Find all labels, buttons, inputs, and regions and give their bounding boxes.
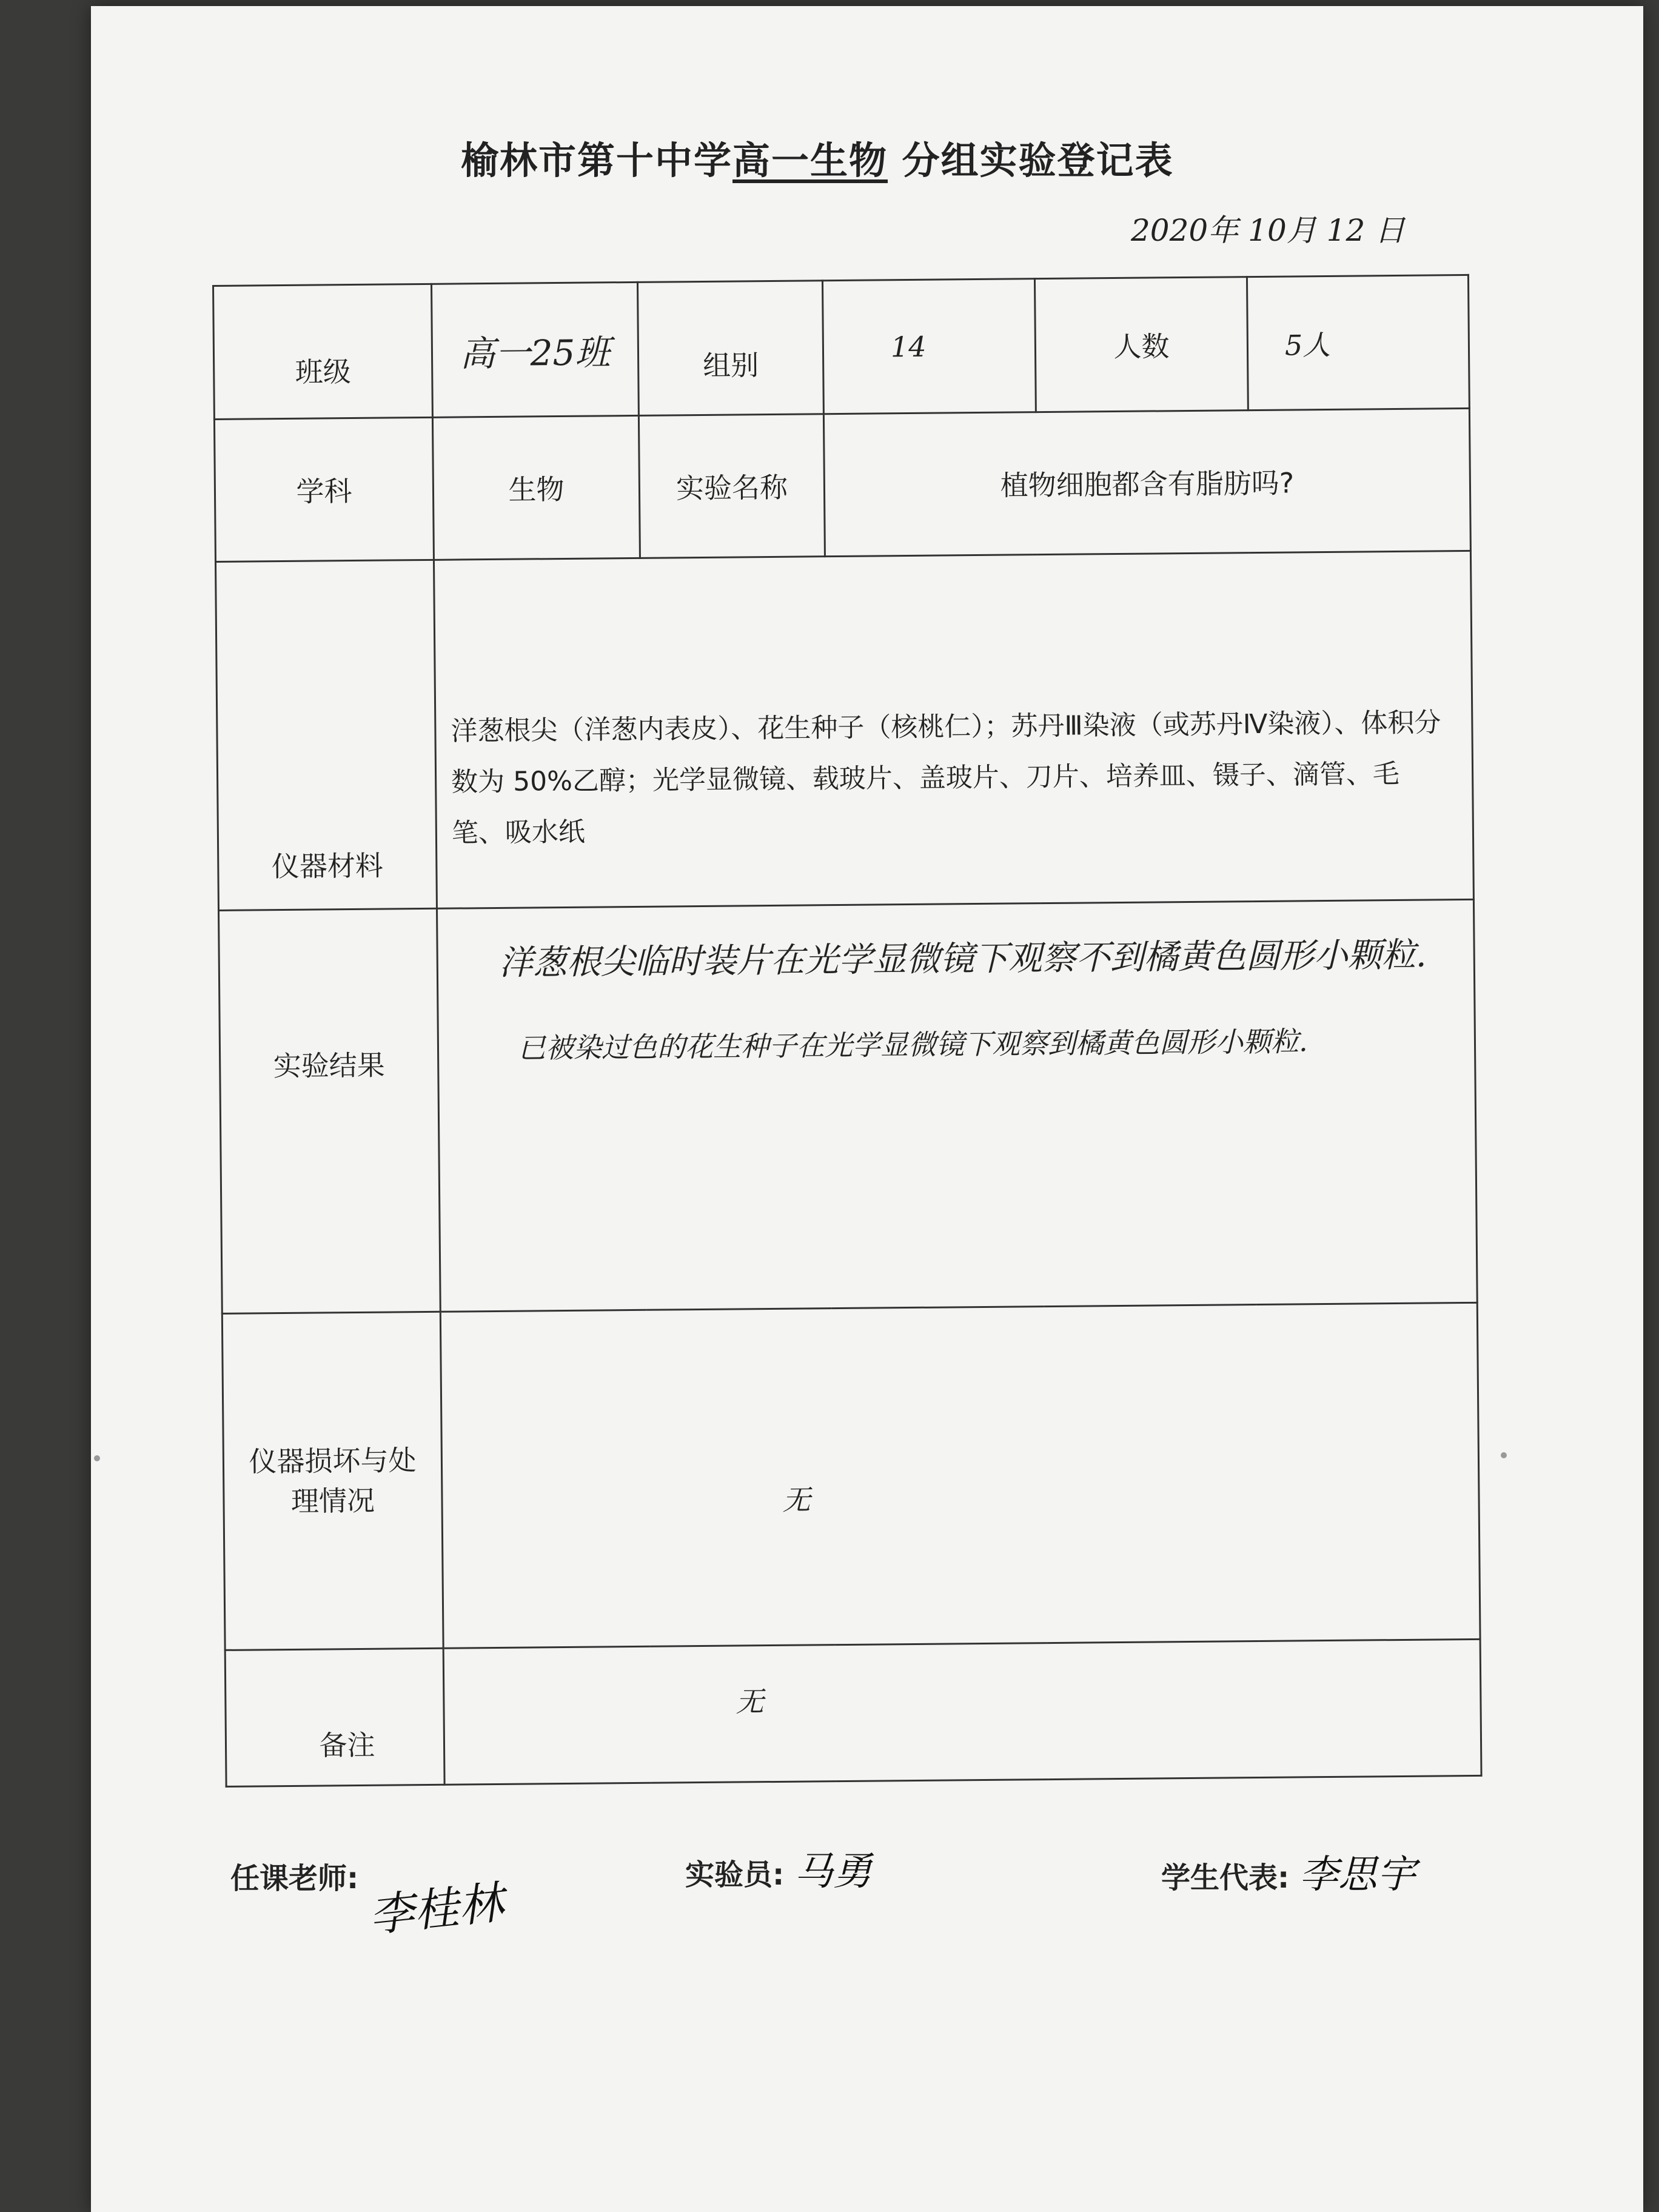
student-label: 学生代表:	[1161, 1861, 1290, 1895]
teacher-label: 任课老师:	[230, 1862, 359, 1895]
table-row	[225, 1639, 1481, 1786]
page-title	[461, 130, 1174, 184]
title-suffix: 分组实验登记表	[902, 138, 1174, 183]
staff-signature-block	[685, 1840, 872, 1896]
experiment-value[interactable]: 植物细胞都含有脂肪吗?	[823, 408, 1470, 556]
student-signature-block	[1161, 1843, 1416, 1899]
materials-value[interactable]: 洋葱根尖（洋葱内表皮）、花生种子（核桃仁）；苏丹Ⅲ染液（或苏丹Ⅳ染液）、体积分数为 50%乙醇；光学显微镜、载玻片、盖玻片、刀片、培养皿、镊子、滴管、毛笔、吸水纸	[434, 551, 1473, 908]
result-value[interactable]	[437, 899, 1477, 1312]
registration-table	[212, 274, 1483, 1788]
table-row	[213, 275, 1470, 419]
staff-signature[interactable]: 马勇	[794, 1849, 872, 1894]
experiment-label: 实验名称	[638, 414, 825, 558]
title-underlined: 高一生物	[732, 138, 888, 183]
student-signature[interactable]: 李思宇	[1299, 1852, 1416, 1897]
group-label: 组别	[637, 281, 823, 416]
punch-hole	[94, 1455, 100, 1461]
table-row	[214, 408, 1470, 561]
class-value[interactable]: 高一25班	[431, 282, 638, 417]
subject-label: 学科	[214, 417, 434, 561]
table-row	[222, 1302, 1480, 1650]
result-line-2: 已被染过色的花生种子在光学显微镜下观察到橘黄色圆形小颗粒.	[517, 1025, 1308, 1065]
remarks-label: 备注	[225, 1648, 444, 1786]
title-prefix: 榆林市第十中学	[461, 138, 733, 183]
remarks-value[interactable]: 无	[443, 1639, 1481, 1785]
table-row	[215, 551, 1473, 910]
class-label: 班级	[213, 284, 433, 419]
damage-label: 仪器损坏与处理情况	[222, 1312, 443, 1650]
punch-hole	[1501, 1452, 1507, 1458]
table-row	[219, 899, 1478, 1313]
count-value[interactable]: 5人	[1247, 275, 1469, 410]
materials-label: 仪器材料	[215, 560, 437, 910]
group-value[interactable]: 14	[822, 279, 1036, 414]
damage-value[interactable]: 无	[440, 1302, 1480, 1648]
result-label: 实验结果	[219, 908, 441, 1313]
subject-value[interactable]: 生物	[432, 415, 640, 560]
result-line-1: 洋葱根尖临时装片在光学显微镜下观察不到橘黄色圆形小颗粒.	[498, 935, 1427, 983]
teacher-signature[interactable]: 李桂林	[366, 1876, 506, 1943]
staff-label: 实验员:	[685, 1858, 785, 1892]
count-label: 人数	[1034, 277, 1248, 412]
date: 2020年 10月 12 日	[1131, 213, 1406, 248]
teacher-signature-block	[230, 1837, 506, 1943]
